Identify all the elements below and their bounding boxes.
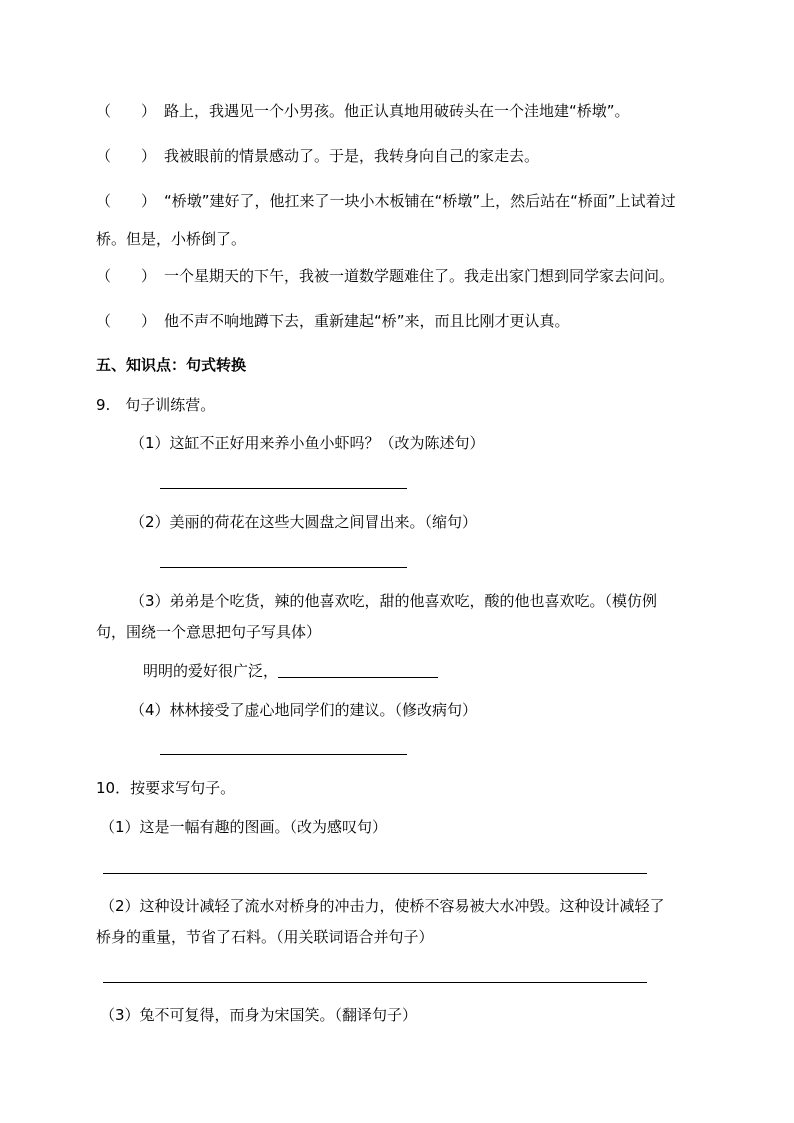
q9-imitation-prompt bbox=[143, 661, 438, 681]
q9-sentence-2: （2）美丽的荷花在这些大圆盘之间冒出来。（缩句） bbox=[130, 513, 478, 531]
ordering-item-text: 一个星期天的下午，我被一道数学题难住了。我走出家门想到同学家去问问。 bbox=[164, 267, 675, 285]
q9-sentence-4: （4）林林接受了虚心地同学们的建议。（修改病句） bbox=[130, 701, 478, 719]
q10-title: 10．按要求写句子。 bbox=[96, 779, 236, 797]
ordering-item-4 bbox=[96, 266, 674, 286]
ordering-item-1 bbox=[96, 101, 630, 121]
answer-parenthesis[interactable]: （ ） bbox=[96, 147, 157, 165]
ordering-item-3 bbox=[96, 191, 676, 211]
ordering-item-text: 我被眼前的情景感动了。于是，我转身向自己的家走去。 bbox=[164, 147, 540, 165]
section-heading: 五、知识点：句式转换 bbox=[96, 356, 247, 374]
ordering-item-text: “桥墩”建好了，他扛来了一块小木板铺在“桥墩”上，然后站在“桥面”上试着过 bbox=[164, 192, 676, 210]
imitation-answer-blank[interactable] bbox=[278, 661, 438, 678]
answer-parenthesis[interactable]: （ ） bbox=[96, 312, 157, 330]
ordering-item-5 bbox=[96, 311, 570, 331]
answer-parenthesis[interactable]: （ ） bbox=[96, 102, 157, 120]
imitation-prompt-text: 明明的爱好很广泛， bbox=[143, 662, 279, 680]
ordering-item-text: 他不声不响地蹲下去，重新建起“桥”来，而且比刚才更认真。 bbox=[164, 312, 570, 330]
q10-sentence-1: （1）这是一幅有趣的图画。（改为感叹句） bbox=[100, 818, 388, 836]
q10-sentence-3: （3）兔不可复得，而身为宋国笑。（翻译句子） bbox=[100, 1006, 418, 1024]
q10-sentence-2: （2）这种设计减轻了流水对桥身的冲击力，使桥不容易被大水冲毁。这种设计减轻了 bbox=[100, 897, 665, 915]
answer-parenthesis[interactable]: （ ） bbox=[96, 267, 157, 285]
q9-sentence-3: （3）弟弟是个吃货，辣的他喜欢吃，甜的他喜欢吃，酸的他也喜欢吃。（模仿例 bbox=[130, 592, 658, 610]
q10-sentence-2-continuation: 桥身的重量，节省了石料。（用关联词语合并句子） bbox=[96, 928, 434, 946]
q9-title: 9. 句子训练营。 bbox=[96, 396, 216, 414]
q9-answer-line-4[interactable] bbox=[160, 754, 407, 755]
q9-sentence-1: （1）这缸不正好用来养小鱼小虾吗？（改为陈述句） bbox=[130, 434, 485, 452]
q10-answer-line-2[interactable] bbox=[103, 982, 647, 983]
q9-sentence-3-continuation: 句，围绕一个意思把句子写具体） bbox=[96, 623, 322, 641]
ordering-item-3-continuation: 桥。但是，小桥倒了。 bbox=[96, 230, 247, 248]
ordering-item-2 bbox=[96, 146, 539, 166]
q9-answer-line-1[interactable] bbox=[160, 488, 407, 489]
q9-answer-line-2[interactable] bbox=[160, 567, 407, 568]
answer-parenthesis[interactable]: （ ） bbox=[96, 192, 157, 210]
ordering-item-text: 路上，我遇见一个小男孩。他正认真地用破砖头在一个洼地建“桥墩”。 bbox=[164, 102, 630, 120]
q10-answer-line-1[interactable] bbox=[103, 873, 647, 874]
